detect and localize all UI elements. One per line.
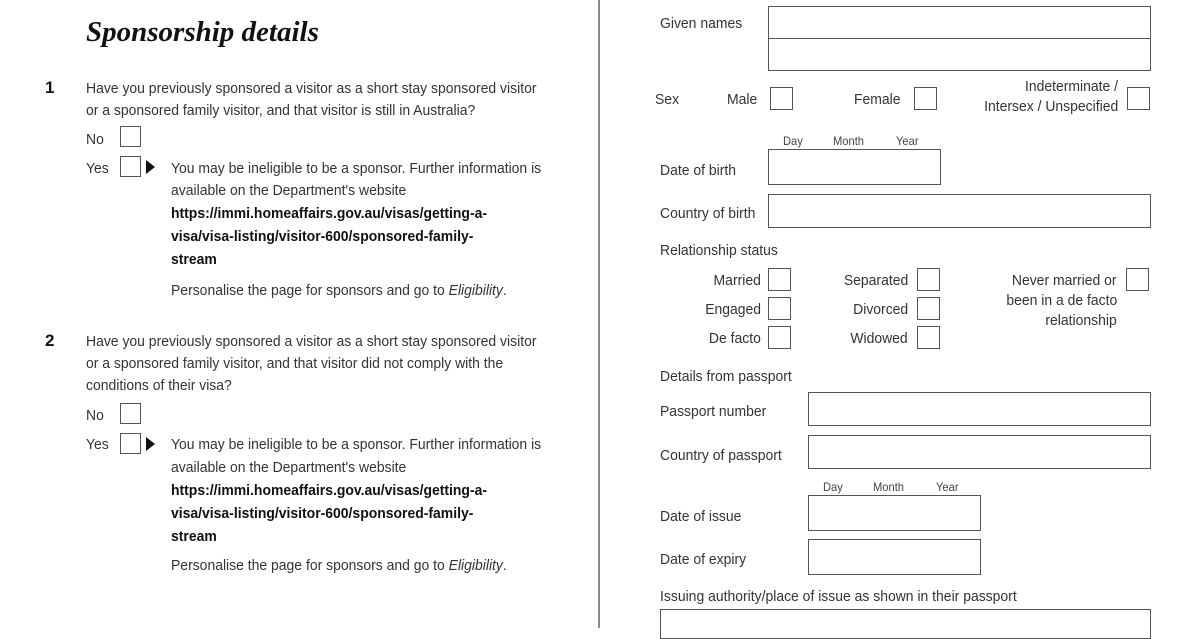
issue-day-caption: Day <box>823 480 843 494</box>
q1-yes-checkbox[interactable] <box>120 156 141 177</box>
q1-no-checkbox[interactable] <box>120 126 141 147</box>
country-of-passport-field[interactable] <box>808 435 1151 469</box>
engaged-label: Engaged <box>705 301 761 318</box>
arrow-right-icon <box>146 160 155 174</box>
q2-no-checkbox[interactable] <box>120 403 141 424</box>
details-from-passport-heading: Details from passport <box>660 368 792 385</box>
question-2-text-line-2: or a sponsored family visitor, and that visitor did not comply with the <box>86 355 504 372</box>
dob-year-caption: Year <box>896 134 919 148</box>
never-married-label-line-1: Never married or <box>1012 272 1117 289</box>
male-checkbox[interactable] <box>770 87 793 110</box>
male-label: Male <box>727 91 758 108</box>
section-title: Sponsorship details <box>86 16 319 48</box>
column-divider <box>598 0 600 628</box>
q2-info-line-2: available on the Department's website <box>171 459 407 476</box>
passport-number-field[interactable] <box>808 392 1151 426</box>
never-married-checkbox[interactable] <box>1126 268 1149 291</box>
q2-url-line-2[interactable]: visa/visa-listing/visitor-600/sponsored-family- <box>171 505 474 522</box>
q2-yes-checkbox[interactable] <box>120 433 141 454</box>
q2-url-line-3[interactable]: stream <box>171 528 217 545</box>
question-2-number: 2 <box>45 331 55 350</box>
dob-day-caption: Day <box>783 134 803 148</box>
sex-label: Sex <box>655 91 680 108</box>
question-2-text-line-1: Have you previously sponsored a visitor as a short stay sponsored visitor <box>86 333 537 350</box>
question-1-text-line-1: Have you previously sponsored a visitor as a short stay sponsored visitor <box>86 80 537 97</box>
given-names-field-2[interactable] <box>768 38 1151 71</box>
country-of-birth-field[interactable] <box>768 194 1151 228</box>
question-2-text-line-3: conditions of their visa? <box>86 377 232 394</box>
q1-yes-label: Yes <box>86 160 109 177</box>
widowed-checkbox[interactable] <box>917 326 940 349</box>
indeterminate-label-line-2: Intersex / Unspecified <box>983 98 1118 115</box>
arrow-right-icon <box>146 437 155 451</box>
given-names-field-1[interactable] <box>768 6 1151 39</box>
country-of-passport-label: Country of passport <box>660 447 782 464</box>
married-checkbox[interactable] <box>768 268 791 291</box>
q1-personalise-note: Personalise the page for sponsors and go to Eligibility. <box>171 282 507 299</box>
de-facto-checkbox[interactable] <box>768 326 791 349</box>
divorced-checkbox[interactable] <box>917 297 940 320</box>
married-label: Married <box>713 272 761 289</box>
issuing-authority-label: Issuing authority/place of issue as shown in their passport <box>660 588 1017 605</box>
divorced-label: Divorced <box>852 301 908 318</box>
issuing-authority-field[interactable] <box>660 609 1151 639</box>
question-1-number: 1 <box>45 78 55 97</box>
never-married-label-line-2: been in a de facto <box>1006 292 1117 309</box>
date-of-expiry-field[interactable] <box>808 539 981 575</box>
indeterminate-checkbox[interactable] <box>1127 87 1150 110</box>
dob-label: Date of birth <box>660 162 736 179</box>
q1-url-line-2[interactable]: visa/visa-listing/visitor-600/sponsored-family- <box>171 228 474 245</box>
given-names-label: Given names <box>660 15 743 32</box>
q1-info-line-1: You may be ineligible to be a sponsor. Further information is <box>171 160 542 177</box>
dob-field[interactable] <box>768 149 941 185</box>
dob-month-caption: Month <box>833 134 865 148</box>
question-1-text-line-2: or a sponsored family visitor, and that visitor is still in Australia? <box>86 102 476 119</box>
date-of-issue-label: Date of issue <box>660 508 742 525</box>
q2-info-line-1: You may be ineligible to be a sponsor. Further information is <box>171 436 542 453</box>
widowed-label: Widowed <box>850 330 908 347</box>
relationship-status-label: Relationship status <box>660 242 778 259</box>
q2-yes-label: Yes <box>86 436 109 453</box>
q2-eligibility-ref: Eligibility <box>448 557 503 574</box>
issue-month-caption: Month <box>873 480 905 494</box>
issue-year-caption: Year <box>936 480 959 494</box>
date-of-issue-field[interactable] <box>808 495 981 531</box>
country-of-birth-label: Country of birth <box>660 205 756 222</box>
q1-eligibility-ref: Eligibility <box>448 282 503 299</box>
q2-no-label: No <box>86 407 104 424</box>
never-married-label-line-3: relationship <box>1045 312 1117 329</box>
q1-no-label: No <box>86 131 104 148</box>
female-checkbox[interactable] <box>914 87 937 110</box>
engaged-checkbox[interactable] <box>768 297 791 320</box>
separated-label: Separated <box>843 272 908 289</box>
q2-url-line-1[interactable]: https://immi.homeaffairs.gov.au/visas/getting-a- <box>171 482 487 499</box>
q2-personalise-note: Personalise the page for sponsors and go to Eligibility. <box>171 557 507 574</box>
indeterminate-label-line-1: Indeterminate / <box>1024 78 1118 95</box>
q1-url-line-3[interactable]: stream <box>171 251 217 268</box>
passport-number-label: Passport number <box>660 403 767 420</box>
de-facto-label: De facto <box>709 330 761 347</box>
female-label: Female <box>854 91 901 108</box>
date-of-expiry-label: Date of expiry <box>660 551 747 568</box>
q1-info-line-2: available on the Department's website <box>171 182 407 199</box>
separated-checkbox[interactable] <box>917 268 940 291</box>
q1-url-line-1[interactable]: https://immi.homeaffairs.gov.au/visas/getting-a- <box>171 205 487 222</box>
